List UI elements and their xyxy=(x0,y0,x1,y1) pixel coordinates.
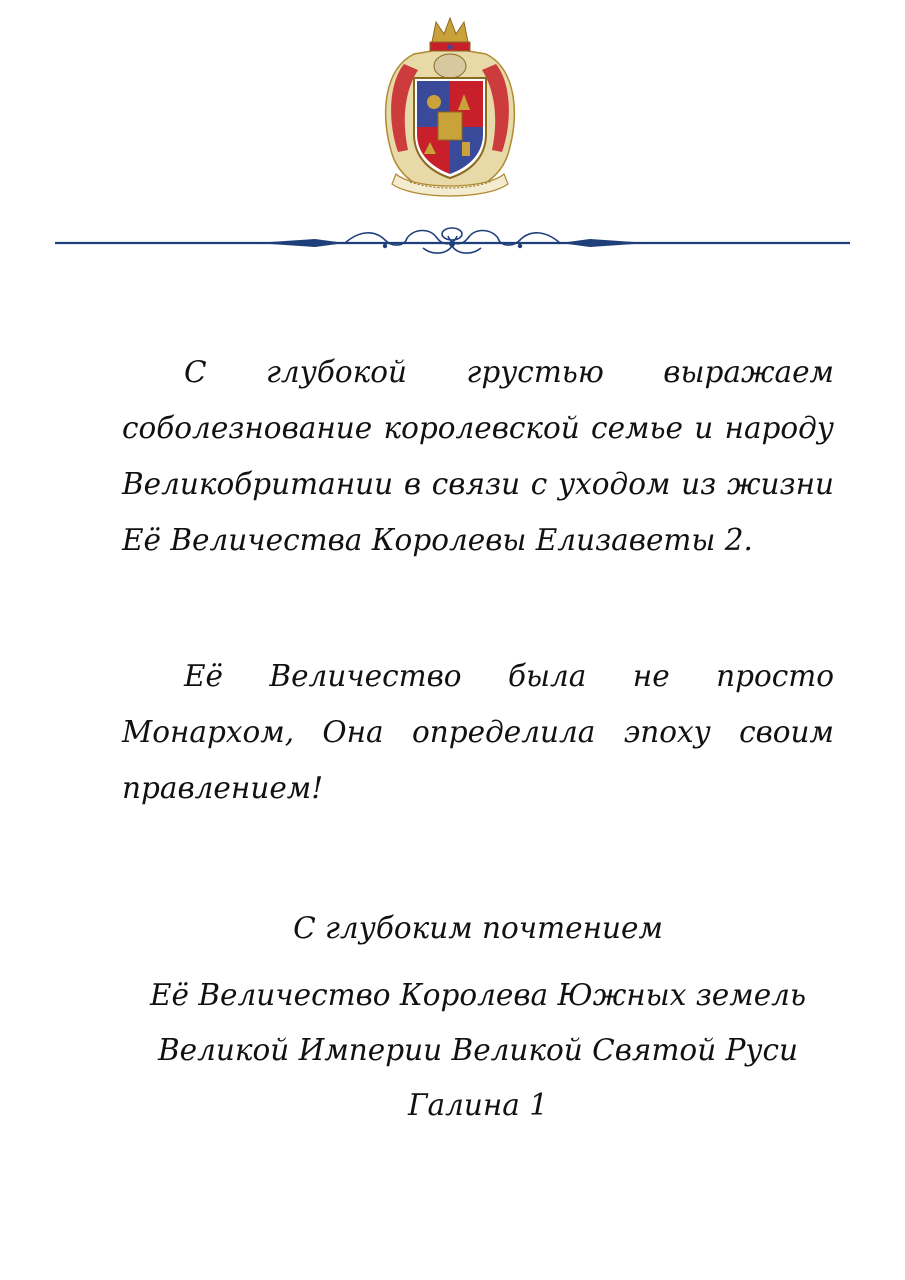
tribute-paragraph: Её Величество была не просто Монархом, Она определила эпоху своим правлением! xyxy=(122,659,834,805)
signature-line-3: Галина 1 xyxy=(407,1088,549,1122)
closing-phrase: С глубоким почтением xyxy=(293,911,663,945)
signature-block xyxy=(122,968,834,1133)
coat-of-arms-icon xyxy=(374,14,526,202)
condolence-paragraph: С глубокой грустью выражаем соболезнование королевской семье и народу Великобритании в связи с уходом из жизни Её Величества Королевы Елизаветы 2. xyxy=(122,355,834,557)
ornamental-divider-icon xyxy=(55,222,850,264)
signature-line-1: Её Величество Королева Южных земель xyxy=(149,978,807,1012)
signature-line-2: Великой Империи Великой Святой Руси xyxy=(157,1033,799,1067)
